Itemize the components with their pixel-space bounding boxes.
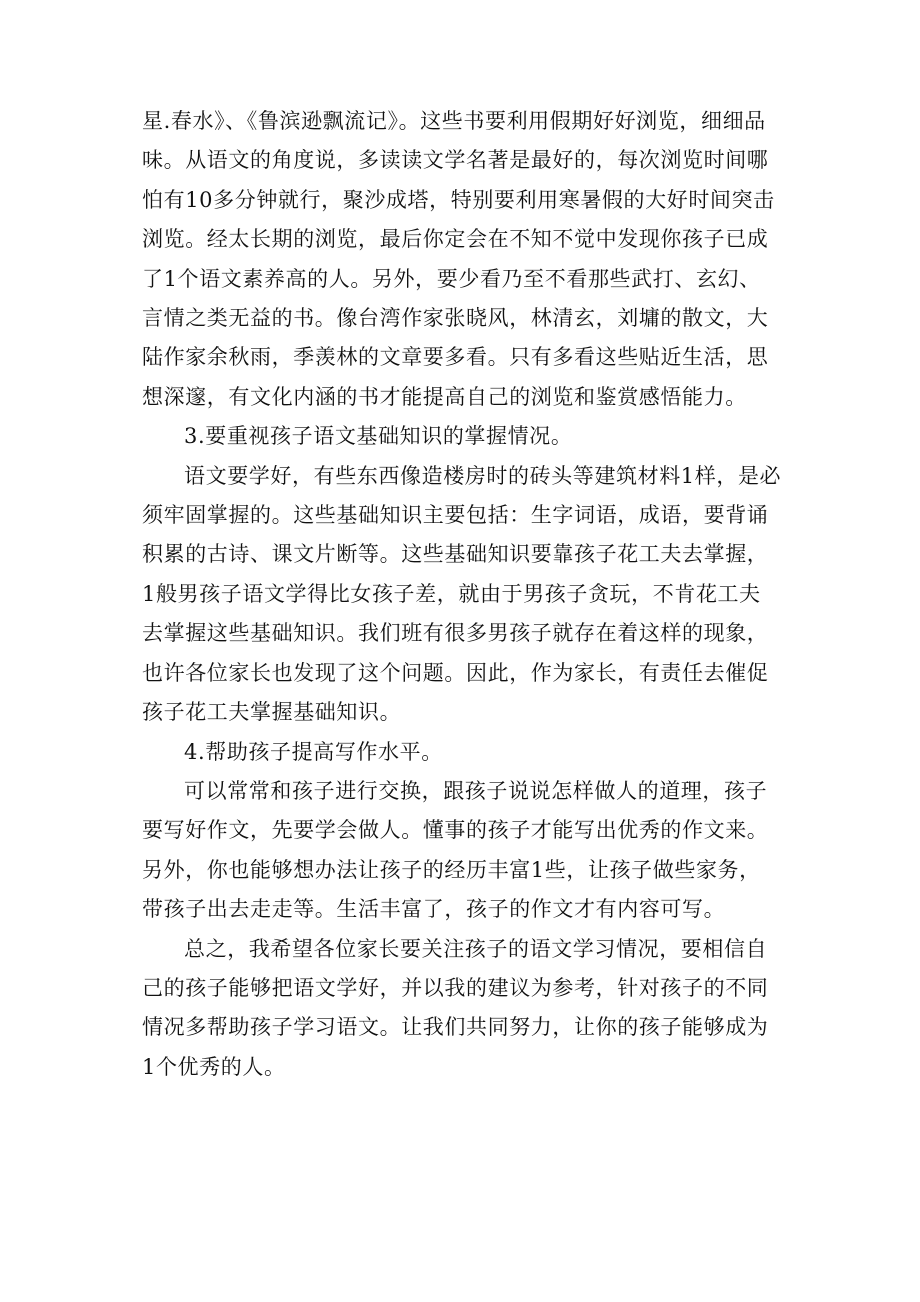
paragraph-basic-knowledge: 语文要学好，有些东西像造楼房时的砖头等建筑材料1样，是必须牢固掌握的。这些基础知识主要包括：生字词语，成语，要背诵积累的古诗、课文片断等。这些基础知识要靠孩子花工夫去掌握，1般男孩子语文学得比女孩子差，就由于男孩子贪玩，不肯花工夫去掌握这些基础知识。我们班有很多男孩子就存在着这样的现象，也许各位家长也发现了这个问题。因此，作为家长，有责任去催促孩子花工夫掌握基础知识。 bbox=[142, 463, 782, 725]
heading-writing-skill: 4.帮助孩子提高写作水平。 bbox=[184, 739, 443, 764]
paragraph-reading-advice: 星.春水》、《鲁滨逊飘流记》。这些书要利用假期好好浏览，细细品味。从语文的角度说，多读读文学名著是最好的，每次浏览时间哪怕有10多分钟就行，聚沙成塔，特别要利用寒暑假的大好时间突击浏览。经太长期的浏览，最后你定会在不知不觉中发现你孩子已成了1个语文素养高的人。另外，要少看乃至不看那些武打、玄幻、言情之类无益的书。像台湾作家张晓风，林清玄，刘墉的散文，大陆作家余秋雨，季羡林的文章要多看。只有多看这些贴近生活，思想深邃，有文化内涵的书才能提高自己的浏览和鉴赏感悟能力。 bbox=[142, 109, 775, 409]
document-body bbox=[142, 102, 782, 1087]
paragraph-conclusion: 总之，我希望各位家长要关注孩子的语文学习情况，要相信自己的孩子能够把语文学好，并以我的建议为参考，针对孩子的不同情况多帮助孩子学习语文。让我们共同努力，让你的孩子能够成为1个优秀的人。 bbox=[142, 936, 769, 1079]
heading-basic-knowledge: 3.要重视孩子语文基础知识的掌握情况。 bbox=[184, 424, 573, 449]
paragraph-writing-skill: 可以常常和孩子进行交换，跟孩子说说怎样做人的道理，孩子要写好作文，先要学会做人。懂事的孩子才能写出优秀的作文来。另外，你也能够想办法让孩子的经历丰富1些，让孩子做些家务，带孩子出去走走等。生活丰富了，孩子的作文才有内容可写。 bbox=[142, 778, 769, 922]
